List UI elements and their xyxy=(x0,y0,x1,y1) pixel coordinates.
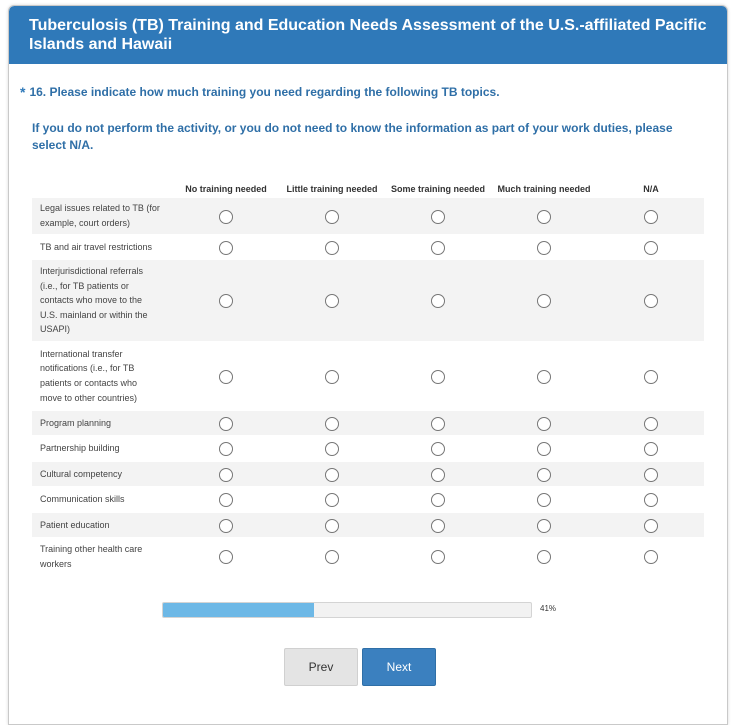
radio-option[interactable] xyxy=(325,417,339,431)
matrix-row xyxy=(32,435,704,461)
row-label: Partnership building xyxy=(40,443,120,454)
column-header: No training needed xyxy=(185,184,267,194)
radio-option[interactable] xyxy=(644,519,658,533)
survey-header xyxy=(9,6,728,64)
radio-option[interactable] xyxy=(644,550,658,564)
radio-option[interactable] xyxy=(644,442,658,456)
radio-option[interactable] xyxy=(644,468,658,482)
radio-option[interactable] xyxy=(537,210,551,224)
row-label: International transfer notifications (i.e., for TB patients or contacts who move to other countries) xyxy=(40,348,138,403)
question-text: 16. Please indicate how much training you need regarding the following TB topics. xyxy=(29,85,500,99)
radio-option[interactable] xyxy=(325,468,339,482)
matrix-rows xyxy=(32,197,704,575)
radio-option[interactable] xyxy=(325,294,339,308)
radio-option[interactable] xyxy=(219,519,233,533)
radio-option[interactable] xyxy=(431,241,445,255)
radio-option[interactable] xyxy=(219,493,233,507)
matrix-row xyxy=(32,537,704,575)
radio-option[interactable] xyxy=(219,550,233,564)
matrix-row xyxy=(32,410,704,435)
radio-option[interactable] xyxy=(431,550,445,564)
column-header: N/A xyxy=(643,184,659,194)
radio-option[interactable] xyxy=(431,519,445,533)
column-header: Some training needed xyxy=(390,184,486,194)
radio-option[interactable] xyxy=(537,294,551,308)
radio-option[interactable] xyxy=(219,241,233,255)
radio-option[interactable] xyxy=(431,294,445,308)
required-asterisk: * xyxy=(20,84,26,100)
matrix-row xyxy=(32,259,704,341)
column-header: Much training needed xyxy=(497,184,591,194)
radio-option[interactable] xyxy=(431,468,445,482)
row-label: Communication skills xyxy=(40,494,125,505)
question-instructions: If you do not perform the activity, or you do not need to know the information as part of your work duties, please select N/A. xyxy=(32,121,673,152)
radio-option[interactable] xyxy=(431,417,445,431)
radio-option[interactable] xyxy=(325,370,339,384)
row-label: Training other health care workers xyxy=(40,543,143,569)
matrix-row xyxy=(32,512,704,537)
row-label: Patient education xyxy=(40,519,110,530)
radio-option[interactable] xyxy=(644,493,658,507)
radio-option[interactable] xyxy=(644,417,658,431)
radio-option[interactable] xyxy=(325,550,339,564)
row-label: Legal issues related to TB (for example, court orders) xyxy=(40,203,160,228)
radio-option[interactable] xyxy=(644,241,658,255)
matrix-row xyxy=(32,197,704,234)
radio-option[interactable] xyxy=(431,493,445,507)
progress-area xyxy=(162,602,602,618)
column-header: Little training needed xyxy=(286,184,378,194)
rating-matrix xyxy=(32,163,704,575)
radio-option[interactable] xyxy=(219,417,233,431)
survey-title: Tuberculosis (TB) Training and Education Needs Assessment of the U.S.-affiliated Pacific Islands and Hawaii xyxy=(29,17,707,53)
radio-option[interactable] xyxy=(537,417,551,431)
radio-option[interactable] xyxy=(325,210,339,224)
radio-option[interactable] xyxy=(431,210,445,224)
progress-bar xyxy=(162,602,532,618)
row-label: Cultural competency xyxy=(40,468,123,479)
radio-option[interactable] xyxy=(219,442,233,456)
radio-option[interactable] xyxy=(325,519,339,533)
radio-option[interactable] xyxy=(219,294,233,308)
radio-option[interactable] xyxy=(537,241,551,255)
progress-bar-fill xyxy=(163,603,314,617)
radio-option[interactable] xyxy=(325,493,339,507)
next-button[interactable]: Next xyxy=(362,648,436,686)
radio-option[interactable] xyxy=(644,370,658,384)
progress-percent: 41% xyxy=(540,604,557,613)
radio-option[interactable] xyxy=(537,468,551,482)
matrix-row xyxy=(32,486,704,512)
matrix-row xyxy=(32,461,704,486)
radio-option[interactable] xyxy=(325,442,339,456)
question-title xyxy=(20,84,700,100)
radio-option[interactable] xyxy=(537,550,551,564)
radio-option[interactable] xyxy=(431,442,445,456)
radio-option[interactable] xyxy=(537,519,551,533)
radio-option[interactable] xyxy=(325,241,339,255)
radio-option[interactable] xyxy=(537,493,551,507)
matrix-row xyxy=(32,234,704,259)
radio-option[interactable] xyxy=(644,210,658,224)
radio-option[interactable] xyxy=(219,370,233,384)
radio-option[interactable] xyxy=(431,370,445,384)
radio-option[interactable] xyxy=(537,370,551,384)
radio-option[interactable] xyxy=(537,442,551,456)
radio-option[interactable] xyxy=(644,294,658,308)
radio-option[interactable] xyxy=(219,468,233,482)
prev-button[interactable]: Prev xyxy=(284,648,358,686)
matrix-column-headers xyxy=(32,163,704,197)
row-label: TB and air travel restrictions xyxy=(40,241,153,252)
matrix-row xyxy=(32,341,704,410)
radio-option[interactable] xyxy=(219,210,233,224)
row-label: Program planning xyxy=(40,417,112,428)
row-label: Interjurisdictional referrals (i.e., for TB patients or contacts who move to the U.S. mainland or within the USAPI) xyxy=(40,266,148,335)
